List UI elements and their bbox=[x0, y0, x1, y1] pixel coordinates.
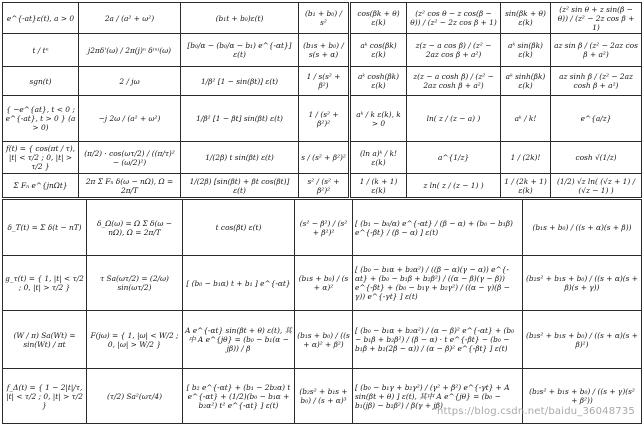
table-row bbox=[3, 67, 349, 96]
formula-cell: A e^{-αt} sin(βt + θ) ε(t), 其中 A e^{jθ} = (b₀ − b₁(α − jβ)) / β bbox=[183, 311, 295, 369]
formula-cell: 2 / jω bbox=[79, 67, 181, 96]
formula-cell: (b₁t + b₀)ε(t) bbox=[181, 3, 299, 34]
transform-pairs-table bbox=[2, 199, 642, 424]
formula-cell: z ln( z / (z − 1) ) bbox=[407, 174, 501, 198]
formula-cell: f(t) = { cos(πt / τ), |t| < τ/2 ; 0, |t| > τ/2 } bbox=[3, 142, 79, 174]
formula-cell: (b₁s + b₀) / ((s + α)(s + β)) bbox=[523, 200, 642, 256]
table-row bbox=[3, 96, 349, 142]
table-row bbox=[3, 256, 642, 311]
table-row bbox=[3, 174, 349, 198]
formula-cell: e^{-at}ε(t), a > 0 bbox=[3, 3, 79, 34]
formula-cell: sin(βk + θ) ε(k) bbox=[501, 3, 551, 34]
formula-cell: (b₂s² + b₁s + b₀) / ((s + α)(s + β)²) bbox=[523, 311, 642, 369]
formula-cell: 1/β² [1 − βt] sin(βt) ε(t) bbox=[181, 96, 299, 142]
table-row bbox=[3, 142, 349, 174]
formula-cell: az sin β / (z² − 2az cos β + a²) bbox=[551, 34, 642, 67]
formula-cell: aᵏ sinh(βk) ε(k) bbox=[501, 67, 551, 96]
formula-cell: 1/β² [1 − sin(βt)] ε(t) bbox=[181, 67, 299, 96]
formula-cell: (b₁s + b₀) / s(s + α) bbox=[299, 34, 349, 67]
formula-cell: s / (s² + β²)² bbox=[299, 142, 349, 174]
formula-cell: 2π Σ Fₙ δ(ω − nΩ), Ω = 2π/T bbox=[79, 174, 181, 198]
formula-cell: az sinh β / (z² − 2az cosh β + a²) bbox=[551, 67, 642, 96]
formula-cell: [b₀/α − (b₀/α − b₁) e^{-αt}] ε(t) bbox=[181, 34, 299, 67]
formula-cell: ln( z / (z − a) ) bbox=[407, 96, 501, 142]
formula-cell: aᵏ cosh(βk) ε(k) bbox=[351, 67, 407, 96]
formula-cell: g_τ(t) = { 1, |t| < τ/2 ; 0, |t| > τ/2 } bbox=[3, 256, 87, 311]
formula-cell: (π/2) · cos(ωτ/2) / ((π/τ)² − (ω/2)²) bbox=[79, 142, 181, 174]
formula-cell: (ln a)ᵏ / k! ε(k) bbox=[351, 142, 407, 174]
table-row bbox=[3, 311, 642, 369]
formula-cell: [ (b₁ − b₀/α) e^{-αt} / (β − α) + (b₀ − b₁β) e^{-βt} / (β − α) ] ε(t) bbox=[353, 200, 523, 256]
formula-cell: cos(βk + θ) ε(k) bbox=[351, 3, 407, 34]
table-row bbox=[351, 142, 642, 174]
formula-cell: (b₂s² + b₁s + b₀) / ((s + γ)(s² + β²)) bbox=[523, 369, 642, 424]
table-row bbox=[351, 3, 642, 34]
formula-cell: [ (b₀ − b₁γ + b₂γ²) / (γ² + β²) e^{-γt} + A sin(βt + θ) ] ε(t), 其中 A e^{jθ} = (b₀ − b₁(jβ) − b₂β²) / β(γ + jβ) bbox=[353, 369, 523, 424]
formula-cell: (b₁s + b₀) / (s + α)² bbox=[295, 256, 353, 311]
formula-cell: (z² sin θ + z sin(β − θ)) / (z² − 2z cos β + 1) bbox=[551, 3, 642, 34]
formula-cell: 1 / s(s² + β²) bbox=[299, 67, 349, 96]
formula-cell: 1/(2β) t sin(βt) ε(t) bbox=[181, 142, 299, 174]
formula-cell: [ (b₀ − b₁α) t + b₁ ] e^{-αt} bbox=[183, 256, 295, 311]
formula-cell: (b₂s² + b₁s + b₀) / (s + α)³ bbox=[295, 369, 353, 424]
table-row bbox=[351, 96, 642, 142]
formula-cell: 1/(2β) [sin(βt) + βt cos(βt)] ε(t) bbox=[181, 174, 299, 198]
table-row bbox=[3, 34, 349, 67]
formula-cell: 2a / (a² + ω²) bbox=[79, 3, 181, 34]
formula-cell: { −e^{at}, t < 0 ; e^{-at}, t > 0 } (a > 0) bbox=[3, 96, 79, 142]
formula-cell: f_Δ(t) = { 1 − 2|t|/τ, |t| < τ/2 ; 0, |t| > τ/2 } bbox=[3, 369, 87, 424]
formula-cell: (τ/2) Sa²(ωτ/4) bbox=[87, 369, 183, 424]
formula-cell: aᵏ / k ε(k), k > 0 bbox=[351, 96, 407, 142]
formula-cell: [ (b₀ − b₁α + b₂α²) / ((β − α)(γ − α)) e^{-αt} + (b₀ − b₁β + b₂β²) / ((α − β)(γ − β)) e^{-βt} + (b₀ − b₁γ + b₂γ²) / ((α − γ)(β − γ)) e^{-γt} ] ε(t) bbox=[353, 256, 523, 311]
formula-cell: (1/2) √z ln( (√z + 1) / (√z − 1) ) bbox=[551, 174, 642, 198]
formula-cell: (b₂s² + b₁s + b₀) / ((s + α)(s + β)(s + γ)) bbox=[523, 256, 642, 311]
table-body-top-left bbox=[3, 3, 349, 198]
formula-cell: 1 / (2k + 1) ε(k) bbox=[501, 174, 551, 198]
formula-cell: t cos(βt) ε(t) bbox=[183, 200, 295, 256]
formula-cell: (b₁s + b₀) / ((s + α)² + β²) bbox=[295, 311, 353, 369]
formula-cell: δ_T(t) = Σ δ(t − nT) bbox=[3, 200, 87, 256]
formula-cell: [ (b₀ − b₁α + b₂α²) / (α − β)² e^{-αt} + (b₀ − b₁β + b₂β²) / (β − α) · t e^{-βt} − (b₀ − b₁β + b₂(2β − α)) / (α − β)² e^{-βt} ] ε(t) bbox=[353, 311, 523, 369]
formula-cell: τ Sa(ωτ/2) = (2/ω) sin(ωτ/2) bbox=[87, 256, 183, 311]
watermark-text: https://blog.csdn.net/baidu_36048735 bbox=[436, 406, 635, 417]
table-row bbox=[351, 34, 642, 67]
formula-cell: (z² cos θ − z cos(β − θ)) / (z² − 2z cos β + 1) bbox=[407, 3, 501, 34]
formula-cell: 1 / (s² + β²)² bbox=[299, 96, 349, 142]
formula-cell: aᵏ sin(βk) ε(k) bbox=[501, 34, 551, 67]
formula-cell: a^{1/z} bbox=[407, 142, 501, 174]
formula-cell: cosh √(1/z) bbox=[551, 142, 642, 174]
formula-cell: z(z − a cos β) / (z² − 2az cos β + a²) bbox=[407, 34, 501, 67]
formula-cell: aᵏ / k! bbox=[501, 96, 551, 142]
fourier-laplace-table bbox=[2, 2, 349, 198]
formula-cell: [ b₂ e^{-αt} + (b₁ − 2b₂α) t e^{-αt} + (1/2)(b₀ − b₁α + b₂α²) t² e^{-αt} ] ε(t) bbox=[183, 369, 295, 424]
formula-cell: 1 / (k + 1) ε(k) bbox=[351, 174, 407, 198]
table-body-bottom bbox=[3, 200, 642, 424]
formula-cell: j2πδ'(ω) / 2π(j)ⁿ δ⁽ⁿ⁾(ω) bbox=[79, 34, 181, 67]
formula-cell: δ_Ω(ω) = Ω Σ δ(ω − nΩ), Ω = 2π/T bbox=[87, 200, 183, 256]
table-body-top-right bbox=[351, 3, 642, 198]
table-row bbox=[351, 174, 642, 198]
formula-cell: t / tⁿ bbox=[3, 34, 79, 67]
formula-cell: e^{a/z} bbox=[551, 96, 642, 142]
formula-cell: (W / π) Sa(Wt) = sin(Wt) / πt bbox=[3, 311, 87, 369]
formula-cell: sgn(t) bbox=[3, 67, 79, 96]
table-row bbox=[351, 67, 642, 96]
formula-cell: 1 / (2k)! bbox=[501, 142, 551, 174]
formula-cell: (b₁ + b₀) / s² bbox=[299, 3, 349, 34]
formula-cell: −j 2ω / (a² + ω²) bbox=[79, 96, 181, 142]
formula-cell: F(jω) = { 1, |ω| < W/2 ; 0, |ω| > W/2 } bbox=[87, 311, 183, 369]
table-row bbox=[3, 200, 642, 256]
z-transform-table bbox=[350, 2, 642, 198]
formula-cell: Σ Fₙ e^{jnΩt} bbox=[3, 174, 79, 198]
formula-cell: s² / (s² + β²)² bbox=[299, 174, 349, 198]
formula-cell: (s² − β²) / (s² + β²)² bbox=[295, 200, 353, 256]
formula-cell: aᵏ cos(βk) ε(k) bbox=[351, 34, 407, 67]
table-row bbox=[3, 3, 349, 34]
formula-cell: z(z − a cosh β) / (z² − 2az cosh β + a²) bbox=[407, 67, 501, 96]
